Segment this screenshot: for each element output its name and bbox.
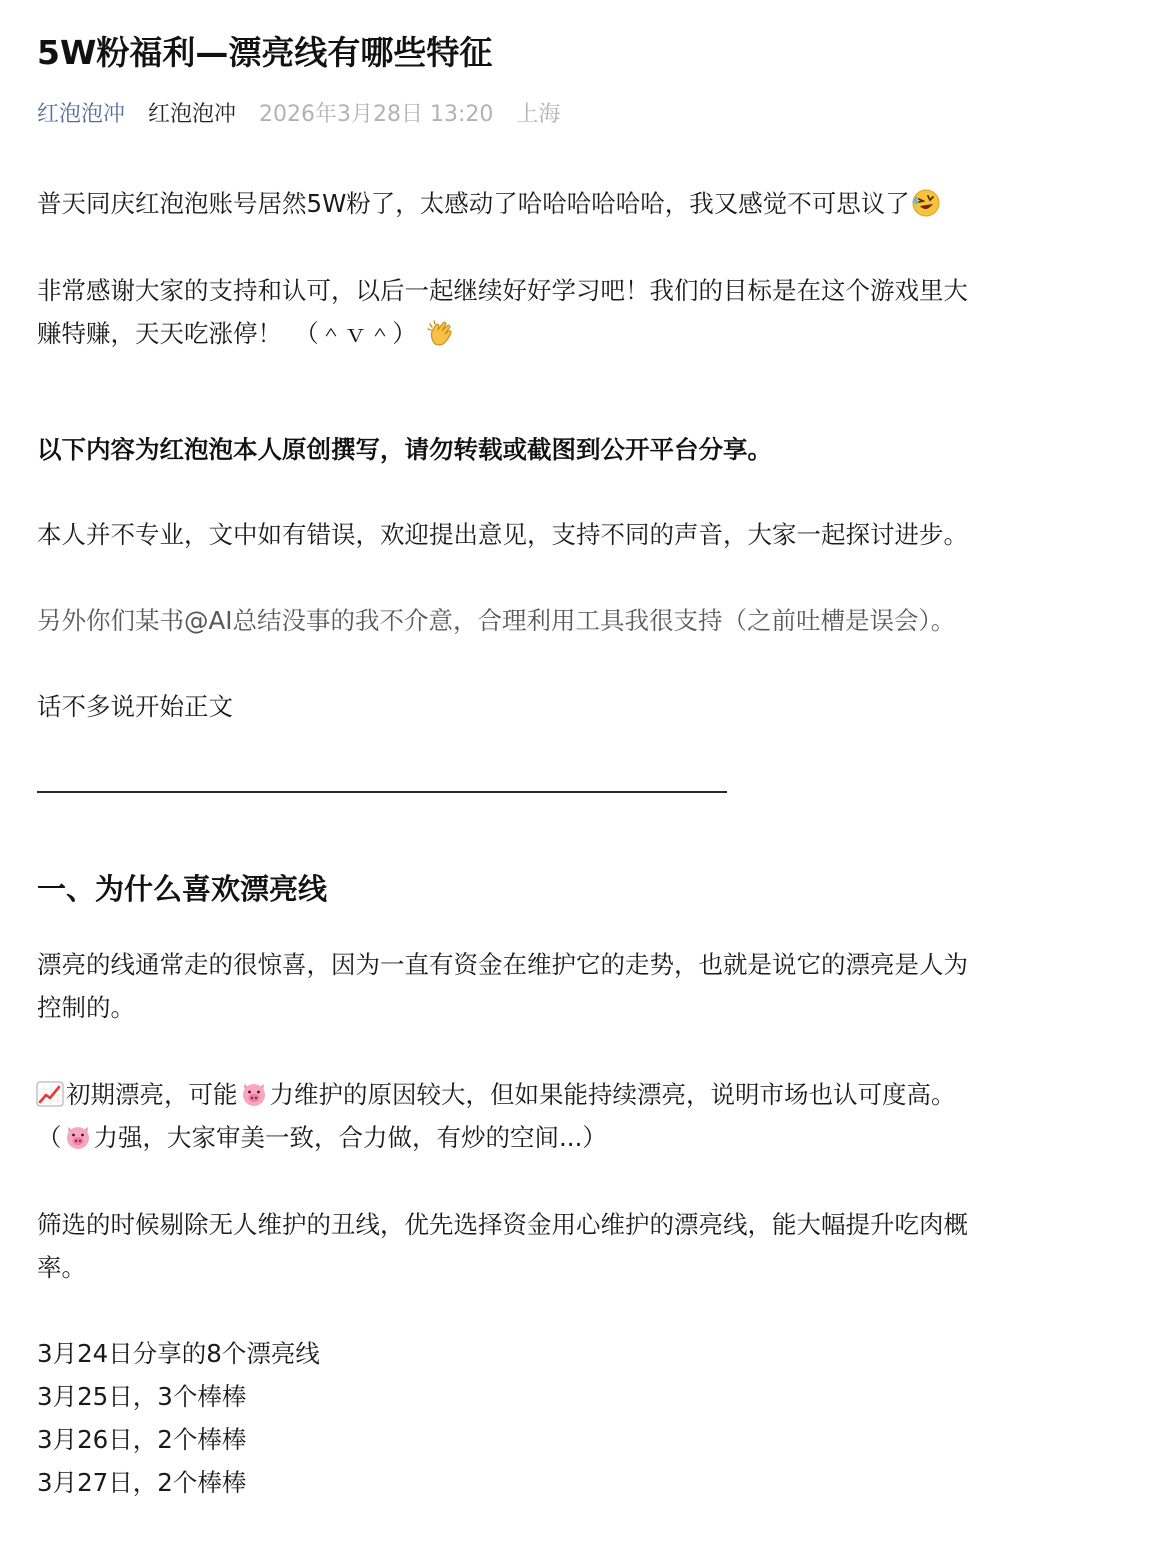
intro-paragraph-1-text: 普天同庆红泡泡账号居然5W粉了，太感动了哈哈哈哈哈哈，我又感觉不可思议了 <box>37 189 910 218</box>
section-1-paragraph-1 <box>37 943 1117 1029</box>
list-item: 3月27日，2个棒棒 <box>37 1468 247 1497</box>
pig-face-icon <box>63 1122 93 1152</box>
section-1-paragraph-2-line-1-wrap <box>37 1073 1117 1116</box>
intro-paragraph-2-line-2: 赚特赚，天天吃涨停！ （＾ｖ＾） <box>37 319 417 348</box>
disclaimer-paragraph: 本人并不专业，文中如有错误，欢迎提出意见，支持不同的声音，大家一起探讨进步。 <box>37 520 968 549</box>
section-1-paragraph-2-line-1b: 力维护的原因较大，但如果能持续漂亮，说明市场也认可度高。 <box>269 1080 956 1109</box>
section-1-paragraph-3-line-1: 筛选的时候剔除无人维护的丑线，优先选择资金用心维护的漂亮线，能大幅提升吃肉概 <box>37 1210 968 1239</box>
list-item: 3月26日，2个棒棒 <box>37 1425 247 1454</box>
account-name-link[interactable]: 红泡泡冲 <box>37 102 126 127</box>
section-1-paragraph-2-line-2b: 力强，大家审美一致，合力做，有炒的空间...） <box>93 1123 607 1152</box>
section-1-paragraph-1-line-2: 控制的。 <box>37 993 135 1022</box>
article-meta <box>37 97 576 133</box>
section-1-paragraph-2-line-2a: （ <box>37 1123 62 1152</box>
rolling-laughing-icon <box>911 188 941 218</box>
ai-note-paragraph: 另外你们某书@AI总结没事的我不介意，合理利用工具我很支持（之前吐槽是误会）。 <box>37 606 956 635</box>
list-item: 3月24日分享的8个漂亮线 <box>37 1339 320 1368</box>
pig-face-icon <box>239 1079 269 1109</box>
publish-datetime: 2026年3月28日 13:20 <box>259 102 494 127</box>
start-paragraph: 话不多说开始正文 <box>37 692 233 721</box>
section-1-paragraph-3 <box>37 1203 1117 1289</box>
list-item: 3月25日，3个棒棒 <box>37 1382 247 1411</box>
intro-paragraph-1 <box>37 182 1117 225</box>
intro-paragraph-2-line-2-wrap <box>37 312 1117 355</box>
copyright-notice: 以下内容为红泡泡本人原创撰写，请勿转载或截图到公开平台分享。 <box>37 435 772 464</box>
section-divider <box>37 791 727 793</box>
section-1-paragraph-2-line-1a: 初期漂亮，可能 <box>66 1080 238 1109</box>
chart-increasing-icon <box>35 1079 65 1109</box>
intro-paragraph-2 <box>37 269 1117 355</box>
section-1-paragraph-1-line-1: 漂亮的线通常走的很惊喜，因为一直有资金在维护它的走势，也就是说它的漂亮是人为 <box>37 950 968 979</box>
section-1-paragraph-2 <box>37 1073 1117 1159</box>
author-name[interactable]: 红泡泡冲 <box>148 102 237 127</box>
clapping-hands-icon <box>426 318 456 348</box>
intro-paragraph-2-line-1: 非常感谢大家的支持和认可，以后一起继续好好学习吧！我们的目标是在这个游戏里大 <box>37 276 968 305</box>
section-1-heading: 一、为什么喜欢漂亮线 <box>37 872 328 906</box>
publish-location: 上海 <box>516 102 561 127</box>
article-title: 5W粉福利—漂亮线有哪些特征 <box>37 33 493 72</box>
section-1-paragraph-3-line-2: 率。 <box>37 1253 86 1282</box>
section-1-paragraph-2-line-2-wrap <box>37 1116 1117 1159</box>
